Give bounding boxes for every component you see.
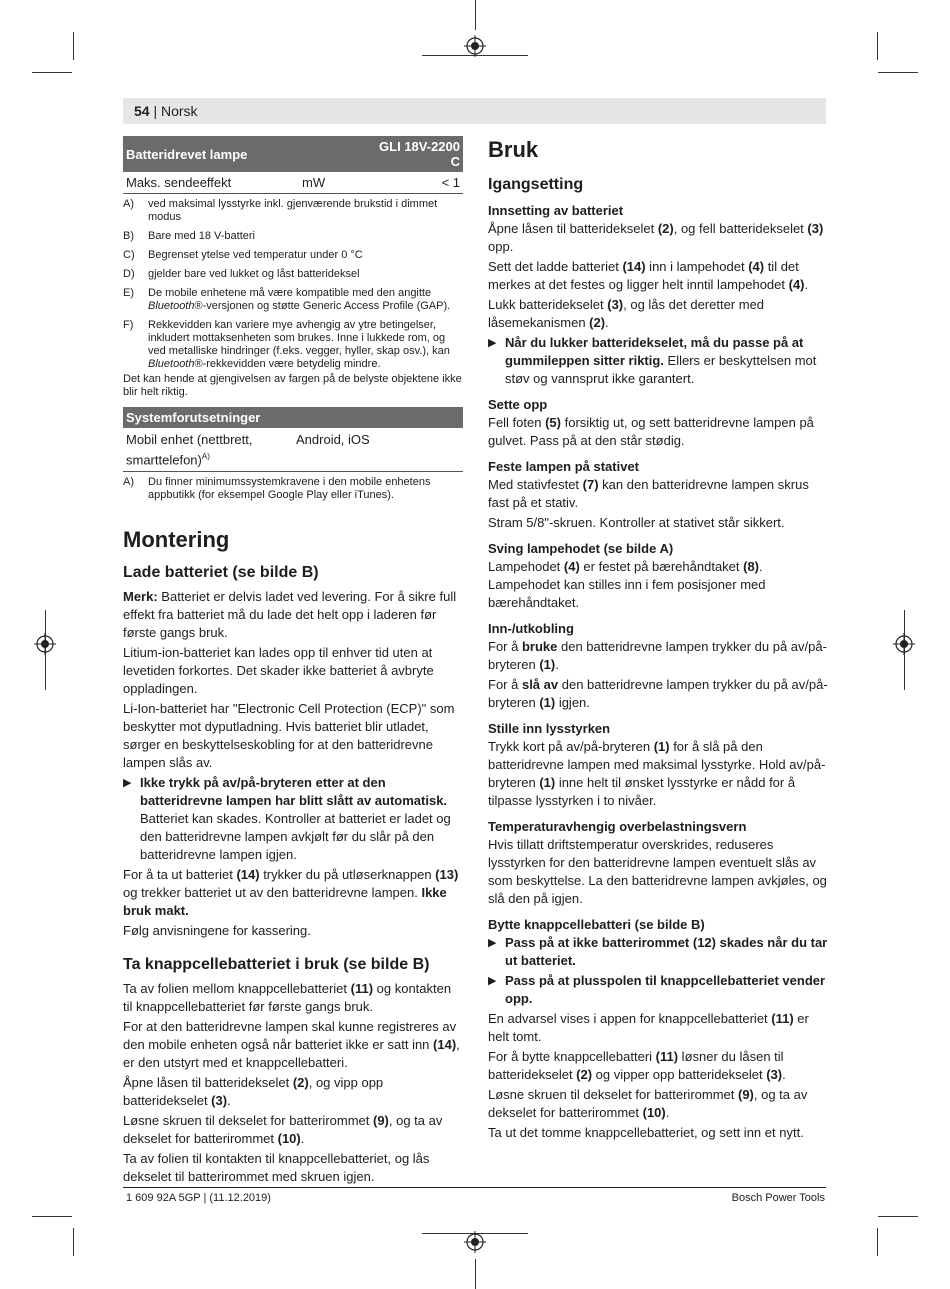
- heading: Innsetting av batteriet: [488, 203, 624, 218]
- footnote-text: ved maksimal lysstyrke inkl. gjenværende brukstid i dimmet modus: [148, 198, 438, 223]
- crop-mark: [475, 0, 476, 30]
- paragraph: Li-Ion-batteriet har "Electronic Cell Protection (ECP)" som beskytter mot dyputladning. Hvis batteriet blir utladet, sørger en beskyttelseskobling for at den batteridrevne lampen slås av.: [123, 701, 455, 771]
- warning-item: ▶ Pass på at ikke batterirommet (12) skades når du tar ut batteriet.: [488, 935, 828, 968]
- heading: Stille inn lysstyrken: [488, 721, 611, 736]
- paragraph: Løsne skruen til dekselet for batterirommet (9), og ta av dekselet for batterirommet (10).: [488, 1087, 808, 1120]
- triangle-bullet-icon: ▶: [488, 937, 497, 949]
- page-header-bar: [123, 98, 826, 124]
- paragraph: For at den batteridrevne lampen skal kunne registreres av den mobile enheten også når batteriet ikke er satt inn (14), er den utstyrt med et knappcellebatteri.: [123, 1019, 460, 1071]
- crop-mark: [877, 1228, 878, 1256]
- footnote-key: A): [123, 476, 134, 489]
- crop-mark: [73, 32, 74, 60]
- footnote: [123, 319, 463, 371]
- footnote-text: gjelder bare ved lukket og låst batterideksel: [148, 268, 360, 280]
- paragraph: Lukk batteridekselet (3), og lås det deretter med låsemekanismen (2).: [488, 297, 765, 330]
- table-row: [123, 172, 463, 194]
- paragraph: Åpne låsen til batteridekselet (2), og fell batteridekselet (3) opp.: [488, 221, 824, 254]
- footer-doc-number: 1 609 92A 5GP | (11.12.2019): [126, 1192, 271, 1204]
- footnote-key: E): [123, 287, 134, 299]
- registration-mark-icon: [893, 633, 915, 655]
- system-requirements-table: [123, 407, 463, 472]
- paragraph: Løsne skruen til dekselet for batterirommet (9), og ta av dekselet for batterirommet (10).: [123, 1113, 443, 1147]
- left-column: [123, 136, 463, 1188]
- crop-mark: [32, 72, 72, 73]
- footnote-key: B): [123, 230, 134, 242]
- footnote: [123, 287, 463, 313]
- right-column: [488, 136, 828, 1144]
- spec-table-header: [299, 136, 365, 172]
- spec-footnote: Det kan hende at gjengivelsen av fargen på de belyste objektene ikke blir helt riktig.: [123, 373, 462, 398]
- subsection-title: Ta knappcellebatteriet i bruk (se bilde B): [123, 956, 430, 974]
- footer-brand: Bosch Power Tools: [731, 1192, 825, 1204]
- crop-mark: [32, 1216, 72, 1217]
- footnote-text: Rekkevidden kan variere mye avhengig av ytre betingelser, inkludert mottaksenheten som brukes. Inne i lukkede rom, og ved metalliske hindringer (f.eks. vegger, hyller, skap osv.), kan Bluetooth®-rekkevidden være betydelig mindre.: [148, 319, 450, 370]
- footnote-text: Du finner minimumssystemkravene i den mobile enhetens appbutikk (for eksempel Google Play eller iTunes).: [148, 476, 431, 502]
- triangle-bullet-icon: ▶: [123, 777, 132, 790]
- footnote-key: A): [123, 198, 134, 210]
- triangle-bullet-icon: ▶: [488, 337, 497, 349]
- triangle-bullet-icon: ▶: [488, 975, 497, 987]
- subsection-title: Igangsetting: [488, 176, 584, 193]
- registration-mark-icon: [464, 35, 486, 57]
- footnote-text: Begrenset ytelse ved temperatur under 0 °C: [148, 249, 363, 261]
- table-cell: Mobil enhet (nettbrett, smarttelefon)$^{A)}$: [123, 428, 293, 472]
- crop-mark: [877, 32, 878, 60]
- paragraph: Merk: Batteriet er delvis ladet ved levering. For å sikre full effekt fra batteriet må du lade det helt opp i laderen før første gangs bruk.: [123, 589, 457, 641]
- paragraph: For å slå av den batteridrevne lampen trykker du på av/på-bryteren (1) igjen.: [488, 677, 828, 710]
- heading: Sving lampehodet (se bilde A): [488, 541, 674, 556]
- crop-mark: [878, 1216, 918, 1217]
- paragraph: Hvis tillatt driftstemperatur overskrides, reduseres lysstyrken for den batteridrevne lampen eventuelt slås av som beskyttelse. La den batteridrevne lampen avkjøles, og slå den på igjen.: [488, 837, 827, 906]
- heading: Sette opp: [488, 397, 548, 412]
- paragraph: Ta av folien mellom knappcellebatteriet (11) og kontakten til knappcellebatteriet før første gangs bruk.: [123, 981, 452, 1015]
- subsection-title: Lade batteriet (se bilde B): [123, 564, 319, 582]
- warning-item: ▶ Ikke trykk på av/på-bryteren etter at den batteridrevne lampen har blitt slått av automatisk. Batteriet kan skades. Kontroller at batteriet er ladet og den batteridrevne lampen avkjølt før du slår på den batteridrevne lampen igjen.: [123, 775, 451, 863]
- crop-mark: [878, 72, 918, 73]
- footnote: [123, 268, 463, 281]
- paragraph: For å ta ut batteriet (14) trykker du på utløserknappen (13) og trekker batteriet ut av den batteridrevne lampen. Ikke bruk makt.: [123, 867, 459, 919]
- paragraph: En advarsel vises i appen for knappcellebatteriet (11) er helt tomt.: [488, 1011, 809, 1044]
- section-title: Bruk: [488, 137, 539, 162]
- footnote-key: D): [123, 268, 135, 280]
- paragraph: Fell foten (5) forsiktig ut, og sett batteridrevne lampen på gulvet. Pass på at den står stødig.: [488, 415, 814, 448]
- heading: Temperaturavhengig overbelastningsvern: [488, 819, 747, 834]
- footnote: [123, 198, 463, 224]
- footnote: [123, 230, 463, 243]
- crop-mark: [475, 1259, 476, 1289]
- footer-rule: [123, 1187, 826, 1188]
- system-notes: [123, 476, 463, 502]
- paragraph: Litium-ion-batteriet kan lades opp til enhver tid uten at levetiden forkortes. Det skader ikke batteriet å avbryte oppladingen.: [123, 645, 434, 697]
- footnote: [123, 249, 463, 262]
- registration-mark-icon: [34, 633, 56, 655]
- table-cell: Android, iOS: [293, 428, 463, 472]
- registration-mark-icon: [464, 1231, 486, 1253]
- page-number: 54: [134, 103, 150, 119]
- paragraph: For å bruke den batteridrevne lampen trykker du på av/på-bryteren (1).: [488, 639, 827, 672]
- footnote-text: Bare med 18 V-batteri: [148, 230, 256, 242]
- warning-item: ▶ Pass på at plusspolen til knappcellebatteriet vender opp.: [488, 973, 826, 1006]
- spec-table: [123, 136, 463, 194]
- heading: Bytte knappcellebatteri (se bilde B): [488, 917, 705, 932]
- paragraph: Ta ut det tomme knappcellebatteriet, og sett inn et nytt.: [488, 1125, 804, 1140]
- table-cell: mW: [299, 172, 365, 194]
- spec-table-header: Batteridrevet lampe: [123, 136, 299, 172]
- paragraph: Stram 5/8"-skruen. Kontroller at stativet står sikkert.: [488, 515, 785, 530]
- paragraph: Sett det ladde batteriet (14) inn i lampehodet (4) til det merkes at det festes og ligger helt inntil lampehodet (4).: [488, 259, 809, 292]
- footnote-text: De mobile enhetene må være kompatible med den angitte Bluetooth®-versjonen og støtte Generic Access Profile (GAP).: [148, 287, 451, 312]
- table-cell: < 1: [365, 172, 463, 194]
- heading: Feste lampen på stativet: [488, 459, 639, 474]
- footnote-key: C): [123, 249, 135, 261]
- paragraph: Trykk kort på av/på-bryteren (1) for å slå på den batteridrevne lampen med maksimal lysstyrke. Hold av/på-bryteren (1) inne helt til ønsket lysstyrke er nådd for å tilpasse lysstyrken i to nivåer.: [488, 739, 826, 808]
- paragraph: Åpne låsen til batteridekselet (2), og vipp opp batteridekselet (3).: [123, 1075, 384, 1109]
- paragraph: Med stativfestet (7) kan den batteridrevne lampen skrus fast på et stativ.: [488, 477, 809, 510]
- warning-item: ▶ Når du lukker batteridekselet, må du passe på at gummileppen sitter riktig. Ellers er beskyttelsen mot støv og vannsprut ikke garantert.: [488, 335, 817, 386]
- spec-table-model: GLI 18V-2200 C: [365, 136, 463, 172]
- header-separator: |: [153, 103, 158, 119]
- paragraph: Følg anvisningene for kassering.: [123, 923, 311, 939]
- system-requirements-title: Systemforutsetninger: [123, 407, 463, 428]
- page-header: [134, 103, 198, 119]
- paragraph: Ta av folien til kontakten til knappcellebatteriet, og lås dekselet til batterirommet med skruen igjen.: [123, 1151, 430, 1185]
- table-row: [123, 428, 463, 472]
- paragraph: Lampehodet (4) er festet på bærehåndtaket (8). Lampehodet kan stilles inn i fem posisjoner med bærehåndtaket.: [488, 559, 766, 610]
- table-cell: Maks. sendeeffekt: [123, 172, 299, 194]
- crop-mark: [73, 1228, 74, 1256]
- footnote-key: F): [123, 319, 134, 331]
- header-language: Norsk: [161, 103, 198, 119]
- paragraph: For å bytte knappcellebatteri (11) løsner du låsen til batteridekselet (2) og vipper opp batteridekselet (3).: [488, 1049, 786, 1082]
- section-title: Montering: [123, 527, 230, 553]
- footnote: [123, 476, 463, 502]
- heading: Inn-/utkobling: [488, 621, 574, 636]
- spec-notes: [123, 198, 463, 371]
